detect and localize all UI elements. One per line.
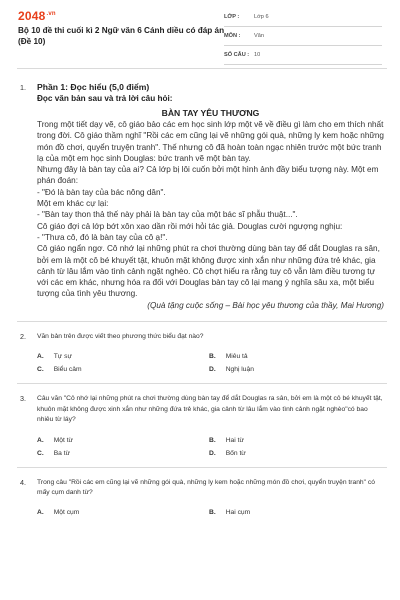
meta-key: MÔN : (224, 33, 241, 39)
option-letter: B. (209, 509, 216, 517)
answer-options (37, 437, 384, 457)
option-text: Biểu cảm (53, 366, 82, 374)
question-1 (0, 70, 400, 311)
story-paragraph: Nhưng đây là bàn tay của ai? Cả lớp bị lôi cuốn bởi một hình ảnh đầy biểu tượng này. Một em phán đoán: (37, 165, 379, 186)
question-number: 3. (20, 394, 26, 404)
option-text: Hai từ (225, 436, 244, 444)
option-letter: C. (37, 366, 44, 374)
question-number: 4. (20, 477, 26, 487)
answer-options (37, 509, 384, 516)
logo-suffix: .vn (46, 11, 56, 17)
divider (17, 321, 387, 322)
meta-value: Văn (254, 33, 264, 39)
option-letter: A. (37, 353, 44, 361)
question-text: Câu văn "Cô nhớ lại những phút ra chơi thường dùng bàn tay để dắt Douglas ra sân, bởi em là một cô bé khuyết tật, khuôn mặt không được xinh xắn như những đứa trẻ khác, gia cảnh từ lâu lắm vào tình cảnh ngặt nghèo"có bao nhiêu từ láy? (37, 395, 383, 424)
logo-text: 2048 (18, 9, 46, 23)
option-c[interactable] (37, 450, 209, 457)
option-text: Bốn từ (225, 449, 246, 457)
page-header (0, 0, 400, 68)
story-paragraph: Cô giáo ngẩn ngơ. Cô nhớ lại những phút ra chơi thường dùng bàn tay để dắt Douglas ra sân, bởi em là một cô bé khuyết tật, khuôn mặt không được xinh xắn như những đứa trẻ khác, gia cảnh từ lâu lắm vào tình cảnh ngặt nghèo. Cô chợt hiểu ra rằng tuy cô vẫn làm điều tương tự với các em khác, nhưng hóa ra đối với Douglas bàn tay cô lại mang ý nghĩa sâu xa, một biểu tượng của tình yêu thương. (37, 244, 380, 299)
meta-value: Lớp 6 (254, 14, 269, 20)
option-a[interactable] (37, 353, 209, 360)
divider (17, 467, 387, 468)
story-paragraph: - "Đó là bàn tay của bác nông dân". (37, 187, 166, 197)
question-text: Trong câu "Rồi các em cũng lại vẽ những gói quà, những ly kem hoặc những món đồ chơi, quyển truyện tranh" có mấy cụm danh từ? (37, 478, 375, 497)
meta-row-subject (224, 27, 382, 46)
option-letter: A. (37, 436, 44, 444)
option-letter: D. (209, 366, 216, 374)
question-number: 2. (20, 332, 26, 342)
option-text: Nghị luận (225, 366, 254, 374)
option-text: Hai cụm (225, 509, 251, 517)
option-a[interactable] (37, 509, 209, 516)
option-letter: B. (209, 436, 216, 444)
story-paragraph: Trong một tiết dạy vẽ, cô giáo bảo các em học sinh lớp một vẽ về điều gì làm cho em thích nhất trong đời. Cô giáo thầm nghĩ "Rồi các em cũng lại vẽ những gói quà, những ly kem hoặc những món đồ chơi, quyển truyện tranh". Thế nhưng cô đã hoàn toàn ngạc nhiên trước một bức tranh lạ của một em học sinh Douglas: bức tranh vẽ một bàn tay. (37, 120, 384, 163)
question-list (0, 70, 400, 516)
option-letter: D. (209, 449, 216, 457)
part-title: Phần 1: Đọc hiểu (5,0 điểm) (37, 82, 150, 92)
story-source: (Quà tặng cuộc sống – Bài học yêu thương của thầy, Mai Hương) (147, 300, 384, 310)
option-text: Ba từ (53, 449, 71, 457)
meta-key: SỐ CÂU : (224, 52, 250, 58)
option-text: Miêu tả (225, 353, 248, 361)
meta-value: 10 (254, 52, 261, 58)
question-3 (0, 394, 400, 456)
option-letter: A. (37, 509, 44, 517)
meta-key: LỚP : (224, 14, 240, 20)
option-b[interactable] (209, 353, 381, 360)
question-4 (0, 478, 400, 517)
option-letter: B. (209, 353, 216, 361)
option-d[interactable] (209, 450, 381, 457)
option-text: Một từ (53, 436, 74, 444)
story-paragraph: Một em khác cự lại: (37, 199, 109, 209)
divider (17, 383, 387, 384)
option-b[interactable] (209, 509, 381, 516)
option-text: Tự sự (53, 353, 72, 361)
option-text: Một cụm (53, 509, 80, 517)
option-c[interactable] (37, 366, 209, 373)
option-d[interactable] (209, 366, 381, 373)
answer-options (37, 353, 384, 373)
question-number: 1. (20, 83, 26, 92)
question-2 (0, 332, 400, 373)
meta-row-class (224, 8, 382, 27)
divider (17, 68, 387, 69)
option-b[interactable] (209, 437, 381, 444)
option-a[interactable] (37, 437, 209, 444)
story-paragraph: Cô giáo đợi cả lớp bớt xôn xao dần rồi mới hỏi tác giả. Douglas cười ngượng nghịu: (37, 221, 343, 231)
meta-row-count (224, 46, 382, 65)
site-logo[interactable] (18, 9, 56, 23)
reading-instruction: Đọc văn bản sau và trả lời câu hỏi: (37, 94, 173, 103)
story-title: BÀN TAY YÊU THƯƠNG (161, 108, 260, 118)
story-paragraph: - "Thưa cô, đó là bàn tay của cô ạ!". (37, 232, 168, 242)
question-text: Văn bản trên được viết theo phương thức biểu đạt nào? (37, 333, 204, 341)
meta-table (224, 8, 382, 65)
story-paragraph: - "Bàn tay thon thả thế này phải là bàn tay của một bác sĩ phẫu thuật...". (37, 210, 298, 220)
document-title: Bộ 10 đề thi cuối kì 2 Ngữ văn 6 Cánh diều có đáp án (Đề 10) (18, 26, 225, 46)
option-letter: C. (37, 449, 44, 457)
